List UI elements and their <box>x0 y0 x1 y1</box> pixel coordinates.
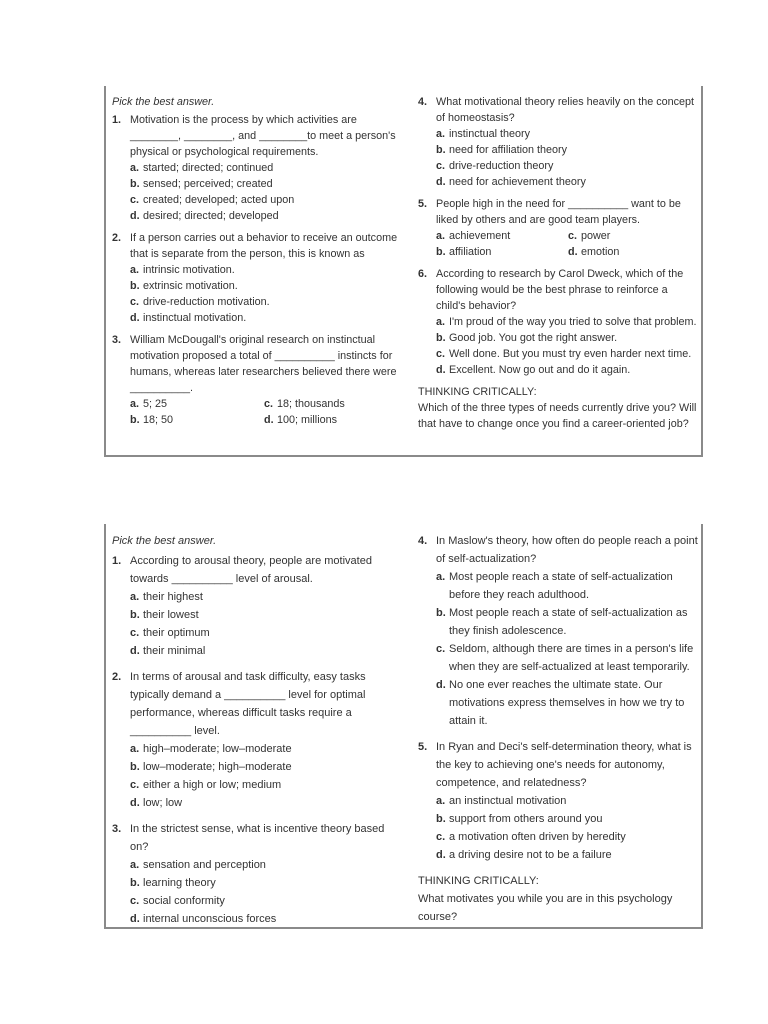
question-3 <box>112 820 398 928</box>
option-text: affiliation <box>449 246 492 258</box>
instruction: Pick the best answer. <box>112 535 217 547</box>
question-stem <box>418 94 700 126</box>
option-letter: a. <box>130 859 140 871</box>
option-letter: d. <box>436 364 446 376</box>
option <box>130 412 264 428</box>
option-text: drive-reduction theory <box>449 160 554 172</box>
options <box>418 568 700 730</box>
question-text: People high in the need for __________ want to be liked by others and are good team players. <box>436 198 681 226</box>
option-letter: d. <box>436 679 446 691</box>
option-text: 18; 50 <box>143 414 174 426</box>
option-text: their lowest <box>143 609 199 621</box>
question-text: In terms of arousal and task difficulty, easy tasks typically demand a __________ level for optimal performance, whereas difficult tasks require a __________ level. <box>130 671 366 737</box>
option-text: a driving desire not to be a failure <box>449 849 612 861</box>
option <box>436 792 700 810</box>
option <box>130 758 398 776</box>
option-letter: c. <box>436 348 446 360</box>
question-3 <box>112 332 398 428</box>
option-text: need for achievement theory <box>449 176 586 188</box>
option <box>130 624 398 642</box>
option-text: either a high or low; medium <box>143 779 282 791</box>
option-letter: b. <box>436 332 446 344</box>
option <box>130 740 398 758</box>
option-letter: d. <box>130 210 140 222</box>
option <box>130 278 398 294</box>
option <box>130 176 398 192</box>
options <box>112 588 398 660</box>
option-text: need for affiliation theory <box>449 144 568 156</box>
option <box>436 568 700 604</box>
question-number: 2. <box>112 671 122 683</box>
option-text: Excellent. Now go out and do it again. <box>449 364 631 376</box>
option-letter: a. <box>436 128 446 140</box>
quiz-box-1 <box>104 86 703 457</box>
option-letter: c. <box>436 643 446 655</box>
option-text: 18; thousands <box>277 398 345 410</box>
left-column <box>112 532 398 936</box>
thinking-critically-text: Which of the three types of needs currently drive you? Will that have to change once you find a career-oriented job? <box>418 402 697 430</box>
option-text: high–moderate; low–moderate <box>143 743 292 755</box>
option-letter: b. <box>130 280 140 292</box>
question-5 <box>418 738 700 864</box>
option-letter: d. <box>130 913 140 925</box>
question-5 <box>418 196 700 260</box>
option-letter: c. <box>436 160 446 172</box>
option <box>436 244 568 260</box>
option <box>436 126 700 142</box>
question-stem <box>418 532 700 568</box>
option <box>130 262 398 278</box>
left-column <box>112 94 398 434</box>
option-letter: a. <box>436 795 446 807</box>
option-letter: c. <box>130 779 140 791</box>
option <box>436 604 700 640</box>
option <box>436 640 700 676</box>
option-text: Most people reach a state of self-actualization before they reach adulthood. <box>449 571 673 601</box>
option <box>130 794 398 812</box>
option <box>436 828 700 846</box>
option <box>436 362 700 378</box>
options <box>418 792 700 864</box>
question-stem <box>112 332 398 396</box>
thinking-critically-heading: THINKING CRITICALLY: <box>418 386 537 398</box>
option-letter: d. <box>568 246 578 258</box>
question-2 <box>112 668 398 812</box>
question-stem <box>112 820 398 856</box>
option <box>568 228 700 244</box>
option-text: 5; 25 <box>143 398 168 410</box>
option <box>130 396 264 412</box>
option <box>130 856 398 874</box>
question-text: William McDougall's original research on instinctual motivation proposed a total of __________ instincts for humans, whereas later researchers believed there were __________. <box>130 334 397 394</box>
option <box>130 160 398 176</box>
option <box>130 294 398 310</box>
option-text: drive-reduction motivation. <box>143 296 270 308</box>
option <box>130 192 398 208</box>
question-text: In Ryan and Deci's self-determination theory, what is the key to achieving one's needs for autonomy, competence, and relatedness? <box>436 741 692 789</box>
question-number: 1. <box>112 555 122 567</box>
option-text: sensed; perceived; created <box>143 178 273 190</box>
option-letter: d. <box>130 645 140 657</box>
option <box>436 174 700 190</box>
option <box>130 606 398 624</box>
question-text: Motivation is the process by which activities are ________, ________, and ________to meet a person's physical or psychological requirements. <box>130 114 396 158</box>
option-text: learning theory <box>143 877 216 889</box>
option-text: sensation and perception <box>143 859 266 871</box>
option-letter: d. <box>436 176 446 188</box>
option-letter: b. <box>130 178 140 190</box>
question-text: According to arousal theory, people are motivated towards __________ level of arousal. <box>130 555 372 585</box>
option-text: desired; directed; developed <box>143 210 279 222</box>
question-number: 3. <box>112 823 122 835</box>
option-letter: d. <box>130 797 140 809</box>
question-text: In the strictest sense, what is incentive theory based on? <box>130 823 385 853</box>
question-number: 3. <box>112 334 122 346</box>
option-letter: c. <box>130 194 140 206</box>
option-text: extrinsic motivation. <box>143 280 238 292</box>
option <box>130 310 398 326</box>
right-column <box>418 94 700 432</box>
option-letter: b. <box>436 813 446 825</box>
instruction: Pick the best answer. <box>112 96 215 108</box>
options <box>112 396 398 428</box>
option-letter: b. <box>436 246 446 258</box>
question-stem <box>112 668 398 740</box>
question-stem <box>112 230 398 262</box>
question-stem <box>418 738 700 792</box>
question-number: 6. <box>418 268 428 280</box>
options <box>112 740 398 812</box>
option-text: Most people reach a state of self-actualization as they finish adolescence. <box>449 607 688 637</box>
thinking-critically-heading: THINKING CRITICALLY: <box>418 875 539 887</box>
option-letter: c. <box>264 398 274 410</box>
option-letter: b. <box>130 414 140 426</box>
question-stem <box>418 266 700 314</box>
option-letter: a. <box>130 743 140 755</box>
option <box>130 776 398 794</box>
option-letter: a. <box>130 162 140 174</box>
option <box>436 314 700 330</box>
option-letter: b. <box>130 877 140 889</box>
option-text: support from others around you <box>449 813 603 825</box>
option-letter: c. <box>130 627 140 639</box>
option-text: low; low <box>143 797 183 809</box>
option-text: created; developed; acted upon <box>143 194 295 206</box>
option-text: I'm proud of the way you tried to solve that problem. <box>449 316 697 328</box>
option-text: intrinsic motivation. <box>143 264 235 276</box>
option-letter: a. <box>130 264 140 276</box>
option <box>130 874 398 892</box>
option-letter: c. <box>436 831 446 843</box>
question-2 <box>112 230 398 326</box>
option <box>436 158 700 174</box>
option <box>436 228 568 244</box>
quiz-box-2 <box>104 524 703 929</box>
question-4 <box>418 94 700 190</box>
question-6 <box>418 266 700 378</box>
options <box>112 262 398 326</box>
option-text: internal unconscious forces <box>143 913 277 925</box>
options <box>112 160 398 224</box>
option <box>436 346 700 362</box>
option-text: Good job. You got the right answer. <box>449 332 618 344</box>
option-text: a motivation often driven by heredity <box>449 831 626 843</box>
option <box>264 412 398 428</box>
option-text: instinctual theory <box>449 128 531 140</box>
option-text: started; directed; continued <box>143 162 274 174</box>
option-text: their minimal <box>143 645 206 657</box>
question-text: What motivational theory relies heavily on the concept of homeostasis? <box>436 96 695 124</box>
question-text: In Maslow's theory, how often do people reach a point of self-actualization? <box>436 535 698 565</box>
option-letter: d. <box>264 414 274 426</box>
option <box>436 676 700 730</box>
option <box>436 330 700 346</box>
option-letter: a. <box>436 230 446 242</box>
option-text: their highest <box>143 591 203 603</box>
option <box>130 642 398 660</box>
option-letter: a. <box>130 398 140 410</box>
option-text: low–moderate; high–moderate <box>143 761 292 773</box>
question-stem <box>418 196 700 228</box>
option-letter: d. <box>436 849 446 861</box>
option <box>130 892 398 910</box>
option-letter: b. <box>436 144 446 156</box>
question-stem <box>112 112 398 160</box>
option-text: power <box>581 230 611 242</box>
option <box>568 244 700 260</box>
option-text: social conformity <box>143 895 225 907</box>
question-stem <box>112 552 398 588</box>
option-text: emotion <box>581 246 620 258</box>
question-1 <box>112 112 398 224</box>
question-number: 4. <box>418 535 428 547</box>
option-letter: a. <box>130 591 140 603</box>
options <box>418 314 700 378</box>
option <box>264 396 398 412</box>
option-text: an instinctual motivation <box>449 795 567 807</box>
option <box>130 588 398 606</box>
option <box>436 810 700 828</box>
options <box>112 856 398 928</box>
option-text: their optimum <box>143 627 210 639</box>
options <box>418 228 700 260</box>
question-number: 5. <box>418 741 428 753</box>
question-text: According to research by Carol Dweck, which of the following would be the best phrase to reinforce a child's behavior? <box>436 268 684 312</box>
option-text: Well done. But you must try even harder next time. <box>449 348 692 360</box>
question-text: If a person carries out a behavior to receive an outcome that is separate from the person, this is known as <box>130 232 398 260</box>
option-text: instinctual motivation. <box>143 312 247 324</box>
option <box>436 846 700 864</box>
option-letter: b. <box>130 761 140 773</box>
option <box>130 208 398 224</box>
question-1 <box>112 552 398 660</box>
option-letter: a. <box>436 571 446 583</box>
option-letter: c. <box>130 895 140 907</box>
option-letter: d. <box>130 312 140 324</box>
question-number: 5. <box>418 198 428 210</box>
option-letter: a. <box>436 316 446 328</box>
question-number: 2. <box>112 232 122 244</box>
options <box>418 126 700 190</box>
option-letter: b. <box>436 607 446 619</box>
option-text: No one ever reaches the ultimate state. Our motivations express themselves in how we try to attain it. <box>449 679 685 727</box>
thinking-critically-text: What motivates you while you are in this psychology course? <box>418 893 673 923</box>
option-letter: c. <box>568 230 578 242</box>
option-letter: c. <box>130 296 140 308</box>
option-text: 100; millions <box>277 414 338 426</box>
question-4 <box>418 532 700 730</box>
option-letter: b. <box>130 609 140 621</box>
option-text: achievement <box>449 230 511 242</box>
option-text: Seldom, although there are times in a person's life when they are self-actualized at least temporarily. <box>449 643 694 673</box>
option <box>130 910 398 928</box>
right-column <box>418 532 700 926</box>
option <box>436 142 700 158</box>
question-number: 1. <box>112 114 122 126</box>
question-number: 4. <box>418 96 428 108</box>
